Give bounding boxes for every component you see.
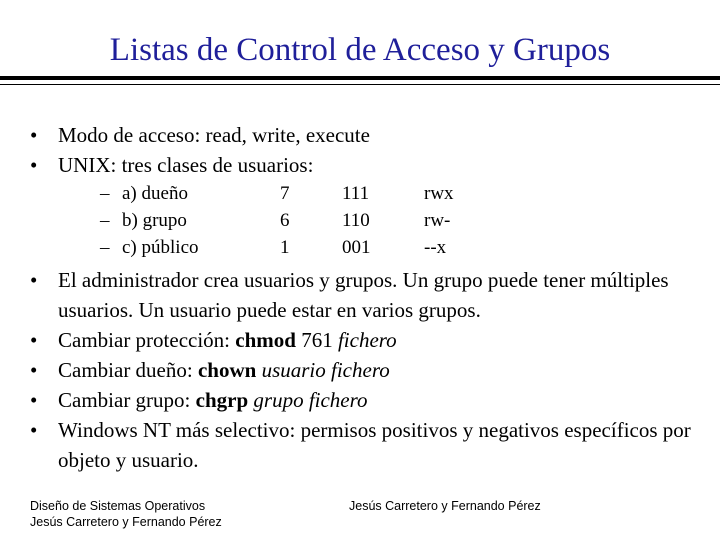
bullet-text: Cambiar protección: bbox=[58, 328, 236, 352]
bullet-dot: • bbox=[30, 388, 38, 412]
sub-dash: – bbox=[100, 183, 110, 204]
bullet-access-mode bbox=[30, 120, 700, 150]
user-class-perm: --x bbox=[424, 237, 447, 258]
command-chown: chown bbox=[197, 358, 257, 382]
bullet-text: UNIX: tres clases de usuarios: bbox=[58, 153, 314, 177]
sub-dash: – bbox=[100, 210, 110, 231]
user-class-octal: 7 bbox=[280, 183, 290, 204]
user-class-perm: rw- bbox=[424, 210, 451, 231]
bullet-chgrp bbox=[30, 385, 700, 415]
user-class-row bbox=[100, 180, 700, 207]
user-class-perm: rwx bbox=[424, 183, 454, 204]
bullet-dot: • bbox=[30, 328, 38, 352]
command-args: grupo fichero bbox=[248, 388, 368, 412]
sub-dash: – bbox=[100, 237, 110, 258]
bullet-windows-nt bbox=[30, 415, 700, 475]
bullet-text: Modo de acceso: read, write, execute bbox=[58, 123, 370, 147]
title-underline-thin bbox=[0, 84, 720, 85]
bullet-list bbox=[30, 120, 700, 475]
bullet-dot: • bbox=[30, 123, 38, 147]
footer-right-authors: Jesús Carretero y Fernando Pérez bbox=[349, 499, 541, 513]
user-class-octal: 1 bbox=[280, 237, 290, 258]
user-class-name: b) grupo bbox=[122, 210, 187, 231]
bullet-dot: • bbox=[30, 358, 38, 382]
bullet-text: Cambiar grupo: bbox=[58, 388, 196, 412]
bullet-dot: • bbox=[30, 268, 38, 292]
user-class-octal: 6 bbox=[280, 210, 290, 231]
user-class-row bbox=[100, 207, 700, 234]
bullet-text: El administrador crea usuarios y grupos. Un grupo puede tener múltiples usuarios. Un usuario puede estar en varios grupos. bbox=[58, 268, 669, 322]
footer-course: Diseño de Sistemas Operativos bbox=[30, 499, 206, 513]
user-class-row bbox=[100, 234, 700, 261]
command-file: fichero bbox=[337, 328, 397, 352]
command-args: usuario fichero bbox=[256, 358, 390, 382]
user-classes-table bbox=[30, 180, 700, 261]
bullet-text: Cambiar dueño: bbox=[58, 358, 198, 382]
bullet-dot: • bbox=[30, 418, 38, 442]
bullet-unix-classes bbox=[30, 150, 700, 180]
bullet-chown bbox=[30, 355, 700, 385]
title-underline-thick bbox=[0, 76, 720, 80]
footer-authors: Jesús Carretero y Fernando Pérez bbox=[30, 515, 222, 529]
user-class-binary: 111 bbox=[342, 183, 370, 204]
slide-title: Listas de Control de Acceso y Grupos bbox=[109, 32, 611, 68]
bullet-chmod bbox=[30, 325, 700, 355]
user-class-binary: 110 bbox=[342, 210, 370, 231]
command-chgrp: chgrp bbox=[195, 388, 249, 412]
user-class-name: c) público bbox=[122, 237, 199, 258]
command-chmod: chmod bbox=[235, 328, 296, 352]
user-class-name: a) dueño bbox=[122, 183, 188, 204]
user-class-binary: 001 bbox=[342, 237, 371, 258]
bullet-admin-groups bbox=[30, 265, 700, 325]
footer-left bbox=[30, 498, 222, 530]
bullet-dot: • bbox=[30, 153, 38, 177]
command-args: 761 bbox=[295, 328, 338, 352]
bullet-text: Windows NT más selectivo: permisos positivos y negativos específicos por objeto y usuario. bbox=[58, 418, 691, 472]
